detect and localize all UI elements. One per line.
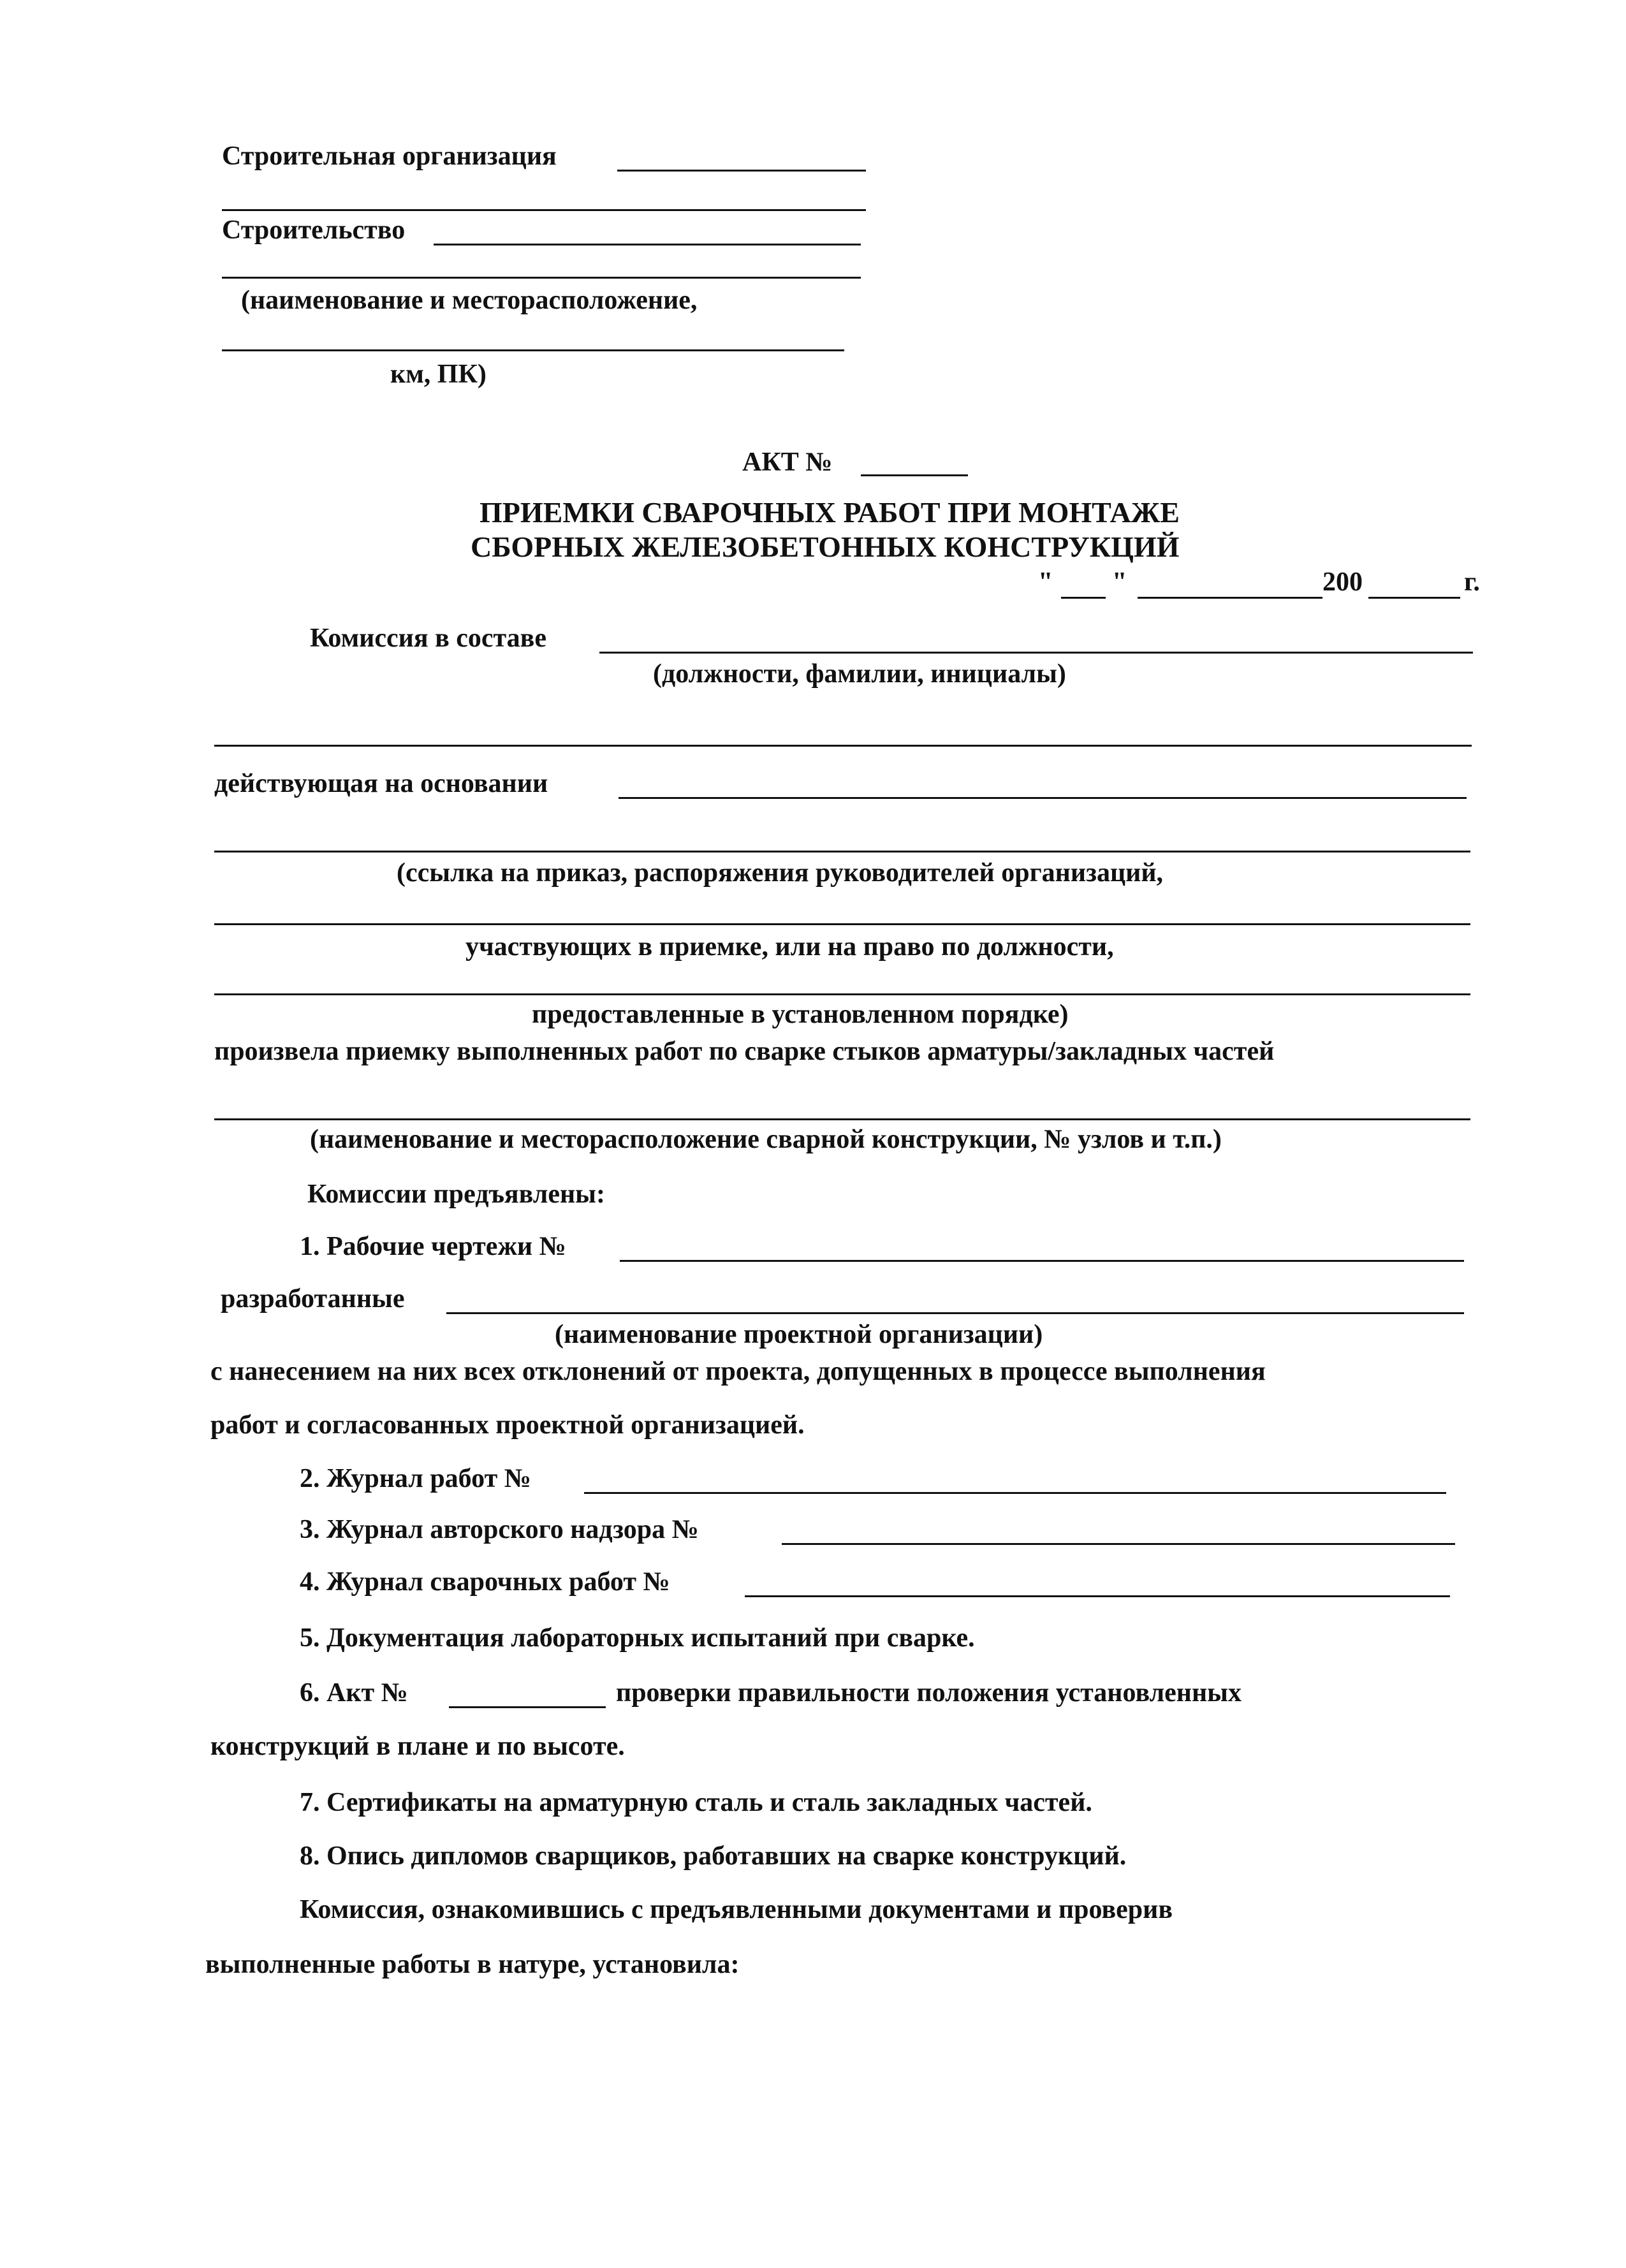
commission-composition-field[interactable]	[599, 652, 1473, 654]
commission-composition-hint: (должности, фамилии, инициалы)	[653, 659, 1066, 689]
date-year-prefix: 200	[1322, 567, 1363, 597]
item3-label: 3. Журнал авторского надзора №	[300, 1515, 699, 1544]
structure-field[interactable]	[214, 1118, 1470, 1120]
documents-heading: Комиссии предъявлены:	[307, 1180, 605, 1209]
deviations-line2: работ и согласованных проектной организацией.	[210, 1410, 805, 1440]
performed-text: произвела приемку выполненных работ по сварке стыков арматуры/закладных частей	[214, 1037, 1275, 1066]
basis-field[interactable]	[619, 797, 1467, 799]
basis-label: действующая на основании	[214, 769, 548, 798]
commission-composition-field-line2[interactable]	[214, 745, 1472, 747]
deviations-line1: с нанесением на них всех отклонений от проекта, допущенных в процессе выполнения	[210, 1357, 1266, 1386]
conclusion-line2: выполненные работы в натуре, установила:	[205, 1950, 740, 1979]
item5-text: 5. Документация лабораторных испытаний при сварке.	[300, 1623, 975, 1653]
date-year-field[interactable]	[1368, 597, 1460, 599]
commission-composition-label: Комиссия в составе	[310, 624, 547, 653]
date-day-field[interactable]	[1061, 597, 1106, 599]
construction-label: Строительство	[222, 216, 406, 245]
item1-field[interactable]	[620, 1260, 1464, 1262]
basis-field-line4[interactable]	[214, 993, 1470, 995]
basis-hint-1: (ссылка на приказ, распоряжения руководителей организаций,	[397, 858, 1164, 888]
item6-act-number-field[interactable]	[449, 1706, 606, 1708]
item1-label: 1. Рабочие чертежи №	[300, 1232, 566, 1261]
basis-field-line2[interactable]	[214, 851, 1470, 852]
item6-suffix: проверки правильности положения установленных	[616, 1678, 1241, 1708]
date-quote-open: "	[1038, 567, 1053, 597]
item7-text: 7. Сертификаты на арматурную сталь и сталь закладных частей.	[300, 1788, 1092, 1817]
km-pk-hint: км, ПК)	[390, 360, 487, 389]
basis-field-line3[interactable]	[214, 923, 1470, 925]
item2-field[interactable]	[584, 1492, 1446, 1494]
developed-label: разработанные	[221, 1284, 405, 1313]
location-field[interactable]	[222, 349, 844, 351]
date-month-field[interactable]	[1138, 597, 1322, 599]
act-number-label: АКТ №	[742, 448, 833, 477]
developed-field[interactable]	[446, 1312, 1464, 1314]
item8-text: 8. Опись дипломов сварщиков, работавших на сварке конструкций.	[300, 1841, 1127, 1871]
item4-field[interactable]	[745, 1595, 1450, 1597]
structure-hint: (наименование и месторасположение сварной конструкции, № узлов и т.п.)	[310, 1125, 1222, 1154]
org-field-line2[interactable]	[222, 209, 866, 211]
date-quote-close: "	[1112, 567, 1127, 597]
item6-line2: конструкций в плане и по высоте.	[210, 1732, 625, 1761]
item2-label: 2. Журнал работ №	[300, 1464, 531, 1493]
act-title-line2: СБОРНЫХ ЖЕЛЕЗОБЕТОННЫХ КОНСТРУКЦИЙ	[471, 530, 1180, 563]
act-number-field[interactable]	[861, 474, 968, 476]
item6-prefix: 6. Акт №	[300, 1678, 408, 1708]
item3-field[interactable]	[782, 1543, 1455, 1545]
conclusion-line1: Комиссия, ознакомившись с предъявленными документами и проверив	[300, 1895, 1173, 1924]
design-org-hint: (наименование проектной организации)	[555, 1320, 1043, 1349]
name-location-hint: (наименование и месторасположение,	[241, 286, 698, 315]
act-title-line1: ПРИЕМКИ СВАРОЧНЫХ РАБОТ ПРИ МОНТАЖЕ	[480, 496, 1180, 529]
construction-field-line2[interactable]	[222, 277, 861, 279]
date-year-suffix: г.	[1464, 567, 1480, 597]
basis-hint-2: участвующих в приемке, или на право по должности,	[465, 932, 1114, 962]
construction-field[interactable]	[434, 244, 861, 245]
org-label: Строительная организация	[222, 142, 557, 171]
item4-label: 4. Журнал сварочных работ №	[300, 1567, 670, 1597]
basis-hint-3: предоставленные в установленном порядке)	[532, 1000, 1069, 1029]
org-field[interactable]	[617, 170, 866, 172]
